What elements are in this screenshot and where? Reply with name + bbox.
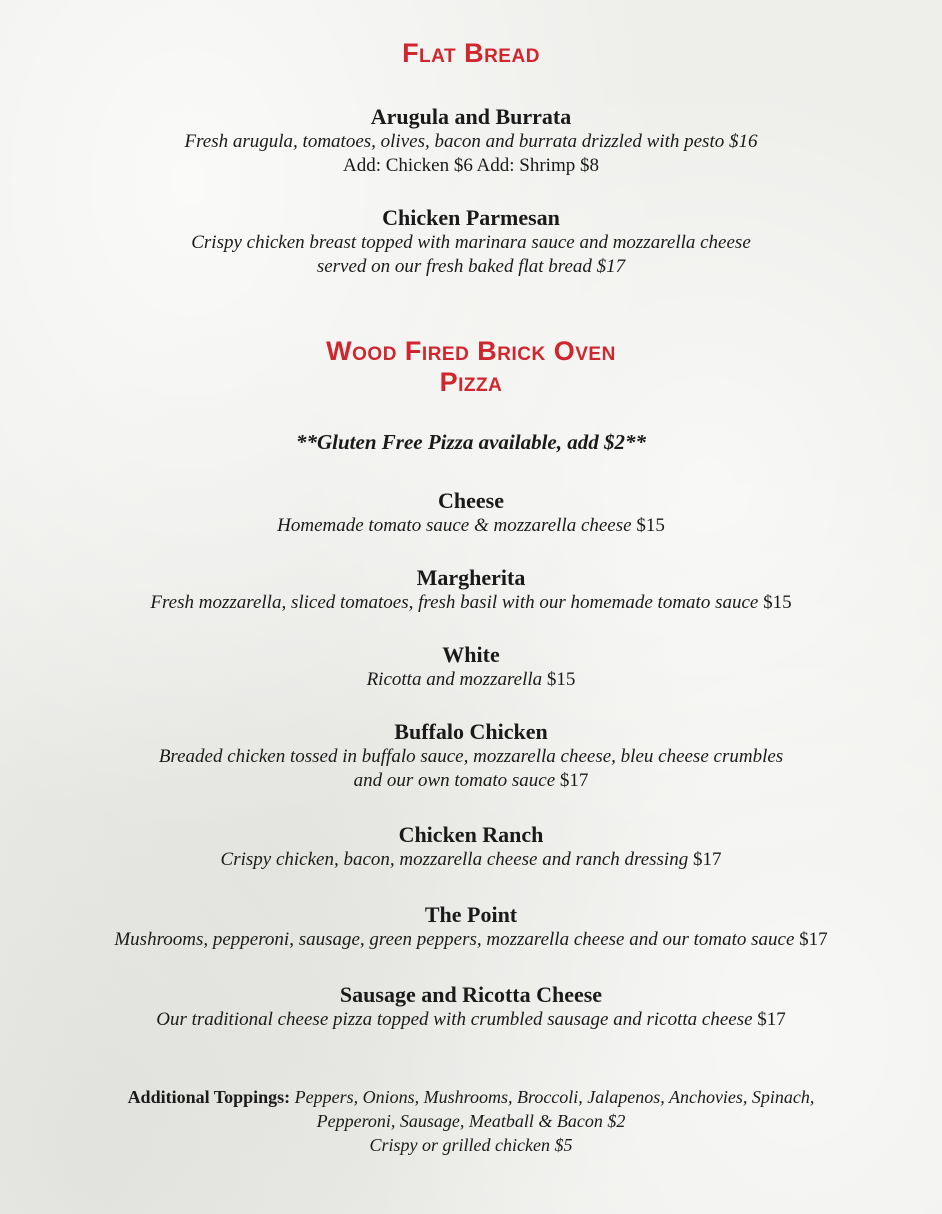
item-description [0,1008,942,1032]
menu-item-chicken-ranch [0,822,942,872]
item-price: $17 [692,849,722,870]
item-name: Buffalo Chicken [394,719,548,744]
item-description-text: Ricotta and mozzarella [366,669,543,690]
toppings-list-1: Peppers, Onions, Mushrooms, Broccoli, Jalapenos, Anchovies, Spinach, [294,1087,815,1107]
flat-bread-heading-text: Flat Bread [402,38,540,68]
item-name: Chicken Parmesan [382,205,560,230]
additional-toppings [20,1085,922,1157]
item-name: Cheese [438,488,504,513]
toppings-line-1 [20,1085,922,1109]
menu-item-chicken-parmesan [0,205,942,279]
item-description-text: and our own tomato sauce [353,770,560,791]
item-description-line-2 [0,769,942,793]
menu-item-sausage-ricotta [0,982,942,1032]
item-name: Sausage and Ricotta Cheese [339,982,603,1007]
menu-item-cheese [0,488,942,538]
item-addons: Add: Chicken $6 Add: Shrimp $8 [343,155,599,176]
menu-item-white [0,642,942,692]
item-description-text: Homemade tomato sauce & mozzarella cheese [277,515,632,536]
item-description [0,591,942,615]
toppings-line-3: Crispy or grilled chicken $5 [369,1135,573,1155]
item-description-text: Our traditional cheese pizza topped with crumbled sausage and ricotta cheese [156,1009,753,1030]
menu-item-buffalo-chicken [0,719,942,793]
toppings-label: Additional Toppings: [127,1087,291,1107]
item-price: $15 [636,515,665,536]
menu-item-margherita [0,565,942,615]
item-name: Chicken Ranch [398,822,544,847]
item-name: Arugula and Burrata [370,104,572,129]
item-price: $17 [799,929,828,950]
item-name: The Point [424,902,518,927]
item-price: $17 [757,1009,786,1030]
item-description-line-1: Breaded chicken tossed in buffalo sauce, mozzarella cheese, bleu cheese crumbles [158,746,784,767]
item-description [0,848,942,872]
pizza-heading-line-2: Pizza [439,367,503,397]
flat-bread-heading [0,38,942,69]
item-description [0,668,942,692]
pizza-heading-line-1: Wood Fired Brick Oven [326,336,616,366]
item-price: $15 [763,592,792,613]
item-description-text: Fresh mozzarella, sliced tomatoes, fresh basil with our homemade tomato sauce [150,592,759,613]
item-description: Fresh arugula, tomatoes, olives, bacon and burrata drizzled with pesto $16 [184,131,758,152]
menu-item-arugula-burrata [0,104,942,178]
pizza-heading [0,336,942,398]
item-description-text: Crispy chicken, bacon, mozzarella cheese and ranch dressing [220,849,689,870]
item-name: White [442,642,500,667]
item-price: $15 [546,669,576,690]
item-description-line-2: served on our fresh baked flat bread $17 [316,256,626,277]
item-description [0,514,942,538]
toppings-line-2: Pepperoni, Sausage, Meatball & Bacon $2 [316,1111,626,1131]
item-description-line-1: Crispy chicken breast topped with marinara sauce and mozzarella cheese [191,232,751,253]
gluten-free-note: **Gluten Free Pizza available, add $2** [296,430,646,454]
item-description-text: Mushrooms, pepperoni, sausage, green peppers, mozzarella cheese and our tomato sauce [114,929,795,950]
menu-item-the-point [0,902,942,952]
item-price: $17 [559,770,589,791]
item-name: Margherita [416,565,526,590]
item-description [0,928,942,952]
